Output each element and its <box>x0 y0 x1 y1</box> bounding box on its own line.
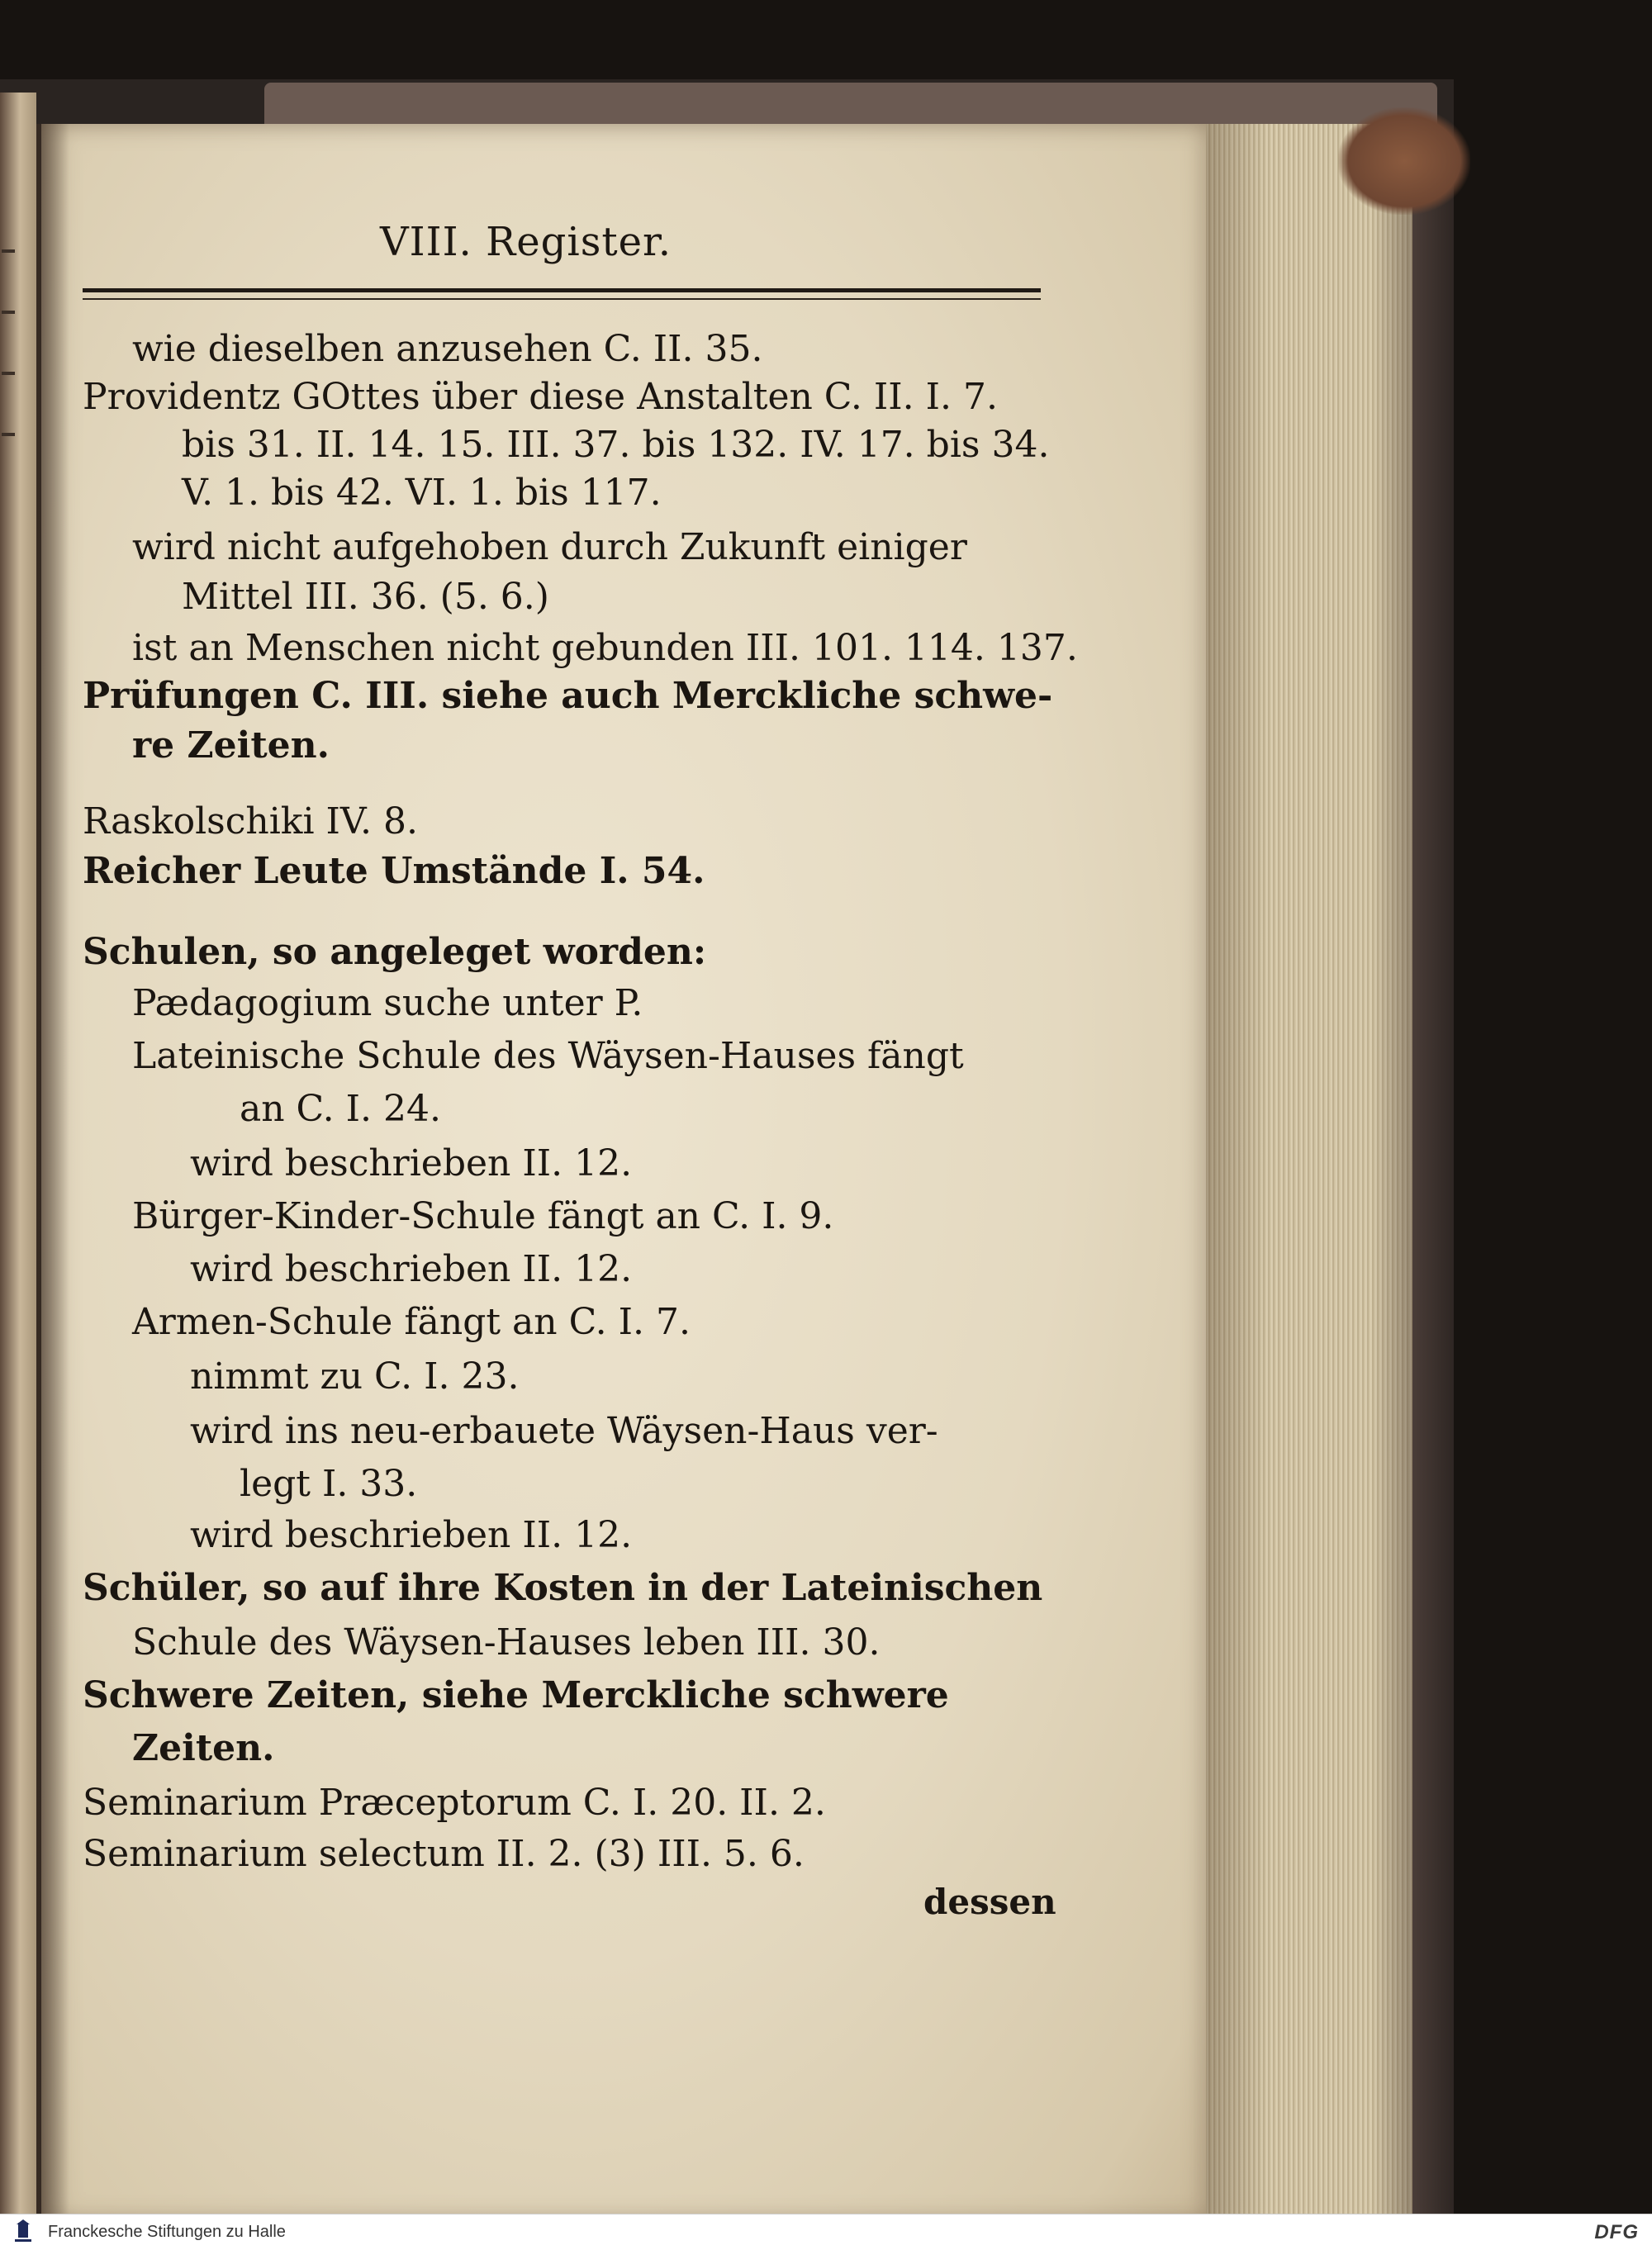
running-header <box>83 219 1041 285</box>
page-block-shade <box>1206 124 1412 2214</box>
page-title: VIII. Register. <box>380 219 672 265</box>
index-line: Mittel III. 36. (5. 6.) <box>182 576 549 618</box>
index-line: Providentz GOttes über diese Anstalten C. II. I. 7. <box>83 376 998 418</box>
index-line: legt I. 33. <box>240 1463 418 1505</box>
institution-logo-icon <box>8 2219 38 2246</box>
cover-wear-mark <box>1338 107 1470 215</box>
left-page-ink-marks <box>2 192 15 605</box>
dfg-logo: DFG <box>1594 2221 1639 2243</box>
catchword: dessen <box>923 1882 1056 1922</box>
left-page-edge <box>0 93 36 2224</box>
index-line: Raskolschiki IV. 8. <box>83 800 418 843</box>
index-line: V. 1. bis 42. VI. 1. bis 117. <box>182 472 662 514</box>
cover-right-edge <box>1412 140 1454 2222</box>
header-rule <box>83 288 1041 292</box>
index-line: Schwere Zeiten, siehe Merckliche schwere <box>83 1674 949 1716</box>
index-line: Armen-Schule fängt an C. I. 7. <box>132 1301 691 1343</box>
index-line: Seminarium Præceptorum C. I. 20. II. 2. <box>83 1782 826 1824</box>
viewer-footer <box>0 2214 1652 2250</box>
index-line: Reicher Leute Umstände I. 54. <box>83 850 705 892</box>
page-text-block <box>83 219 1078 1875</box>
index-line: wird beschrieben II. 12. <box>190 1514 633 1556</box>
index-line: Pædagogium suche unter P. <box>132 982 643 1024</box>
index-line: wird nicht aufgehoben durch Zukunft einiger <box>132 526 967 568</box>
index-line: Seminarium selectum II. 2. (3) III. 5. 6. <box>83 1833 805 1875</box>
index-line: Schulen, so angeleget worden: <box>83 931 707 973</box>
index-line: ist an Menschen nicht gebunden III. 101. 114. 137. <box>132 627 1078 669</box>
index-line: Schule des Wäysen-Hauses leben III. 30. <box>132 1621 881 1664</box>
header-rule-thin <box>83 298 1041 300</box>
index-line: an C. I. 24. <box>240 1088 441 1130</box>
institution-name: Franckesche Stiftungen zu Halle <box>48 2223 286 2241</box>
index-line: Bürger-Kinder-Schule fängt an C. I. 9. <box>132 1195 834 1237</box>
index-line: Zeiten. <box>132 1727 275 1769</box>
index-line: wird beschrieben II. 12. <box>190 1248 633 1290</box>
index-line: re Zeiten. <box>132 724 330 767</box>
index-line: wird beschrieben II. 12. <box>190 1142 633 1184</box>
index-line: Lateinische Schule des Wäysen-Hauses fängt <box>132 1035 964 1077</box>
index-line: wie dieselben anzusehen C. II. 35. <box>132 328 763 370</box>
page-gutter-shadow <box>36 124 69 2222</box>
index-line: wird ins neu-erbauete Wäysen-Haus ver- <box>190 1410 938 1452</box>
index-line: Prüfungen C. III. siehe auch Merckliche schwe- <box>83 675 1053 717</box>
index-line: Schüler, so auf ihre Kosten in der Lateinischen <box>83 1567 1043 1609</box>
index-line: nimmt zu C. I. 23. <box>190 1355 520 1398</box>
index-line: bis 31. II. 14. 15. III. 37. bis 132. IV. 17. bis 34. <box>182 424 1050 466</box>
